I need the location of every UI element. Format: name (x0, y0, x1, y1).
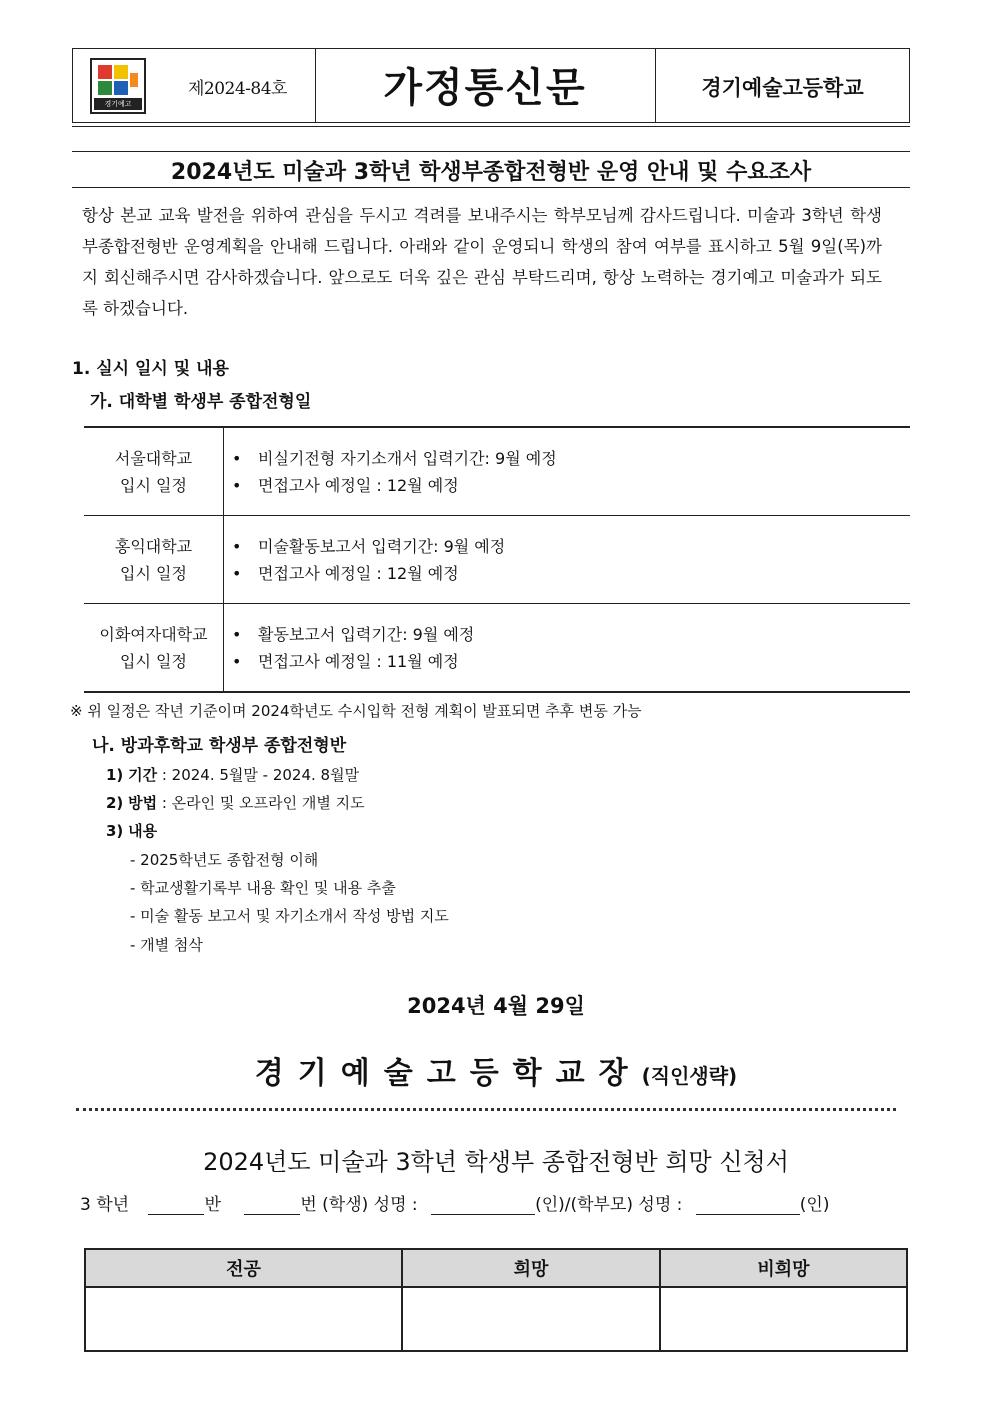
seal-label: (인) (799, 1195, 830, 1215)
header-bottom-rule (72, 122, 910, 123)
bullet: • (232, 448, 242, 468)
bullet: • (232, 624, 242, 644)
class-field[interactable] (148, 1196, 204, 1215)
newsletter-name: 가정통신문 (383, 64, 587, 111)
item-key: 방법 (128, 794, 158, 812)
method-line (106, 792, 365, 813)
univ-name: 서울대학교 (114, 448, 193, 468)
student-name-field[interactable] (431, 1196, 535, 1215)
bullet: • (232, 563, 242, 583)
list-item (232, 472, 909, 499)
major-cell[interactable] (85, 1287, 402, 1351)
univ-cell (84, 516, 224, 604)
school-name: 경기예술고등학교 (701, 76, 864, 100)
student-name-label: 번 (학생) 성명 : (300, 1195, 418, 1215)
column-header-major: 전공 (85, 1249, 402, 1287)
item-number: 2) (106, 794, 124, 812)
univ-cell (84, 604, 224, 693)
issue-date: 2024년 4월 29일 (407, 994, 585, 1018)
univ-label: 입시 일정 (120, 651, 187, 671)
principal-signature (0, 1048, 992, 1092)
table-header-row (85, 1249, 907, 1287)
item-text: 활동보고서 입력기간: 9월 예정 (258, 624, 475, 644)
item-text: 면접고사 예정일 : 12월 예정 (258, 563, 459, 583)
bullet: • (232, 651, 242, 671)
column-header-no: 비희망 (660, 1249, 907, 1287)
no-cell[interactable] (660, 1287, 907, 1351)
list-item (232, 445, 909, 472)
table-row (84, 604, 910, 693)
class-label: 반 (204, 1195, 221, 1215)
list-item (232, 533, 909, 560)
yes-cell[interactable] (402, 1287, 660, 1351)
survey-table (84, 1248, 908, 1352)
content-item: - 학교생활기록부 내용 확인 및 내용 추출 (130, 879, 396, 897)
bullet: • (232, 475, 242, 495)
list-item (232, 648, 909, 675)
item-number: 1) (106, 766, 124, 784)
section-heading: 1. 실시 일시 및 내용 (72, 359, 229, 379)
header-divider (72, 49, 73, 122)
bullet: • (232, 536, 242, 556)
item-number: 3) (106, 822, 124, 840)
column-header-yes: 희망 (402, 1249, 660, 1287)
logo-caption: 경기예고 (94, 98, 142, 110)
content-item: - 개별 첨삭 (130, 936, 203, 954)
parent-name-label: (인)/(학부모) 성명 : (535, 1195, 683, 1215)
item-value: : 2024. 5월말 - 2024. 8월말 (157, 766, 360, 784)
seal-note: (직인생략) (641, 1064, 738, 1088)
item-text: 면접고사 예정일 : 12월 예정 (258, 475, 459, 495)
list-item (232, 621, 909, 648)
document-title: 2024년도 미술과 3학년 학생부종합전형반 운영 안내 및 수요조사 (170, 160, 812, 185)
schedule-items (224, 427, 911, 516)
applicant-line (80, 1190, 829, 1215)
schedule-items (224, 604, 911, 693)
intro-paragraph: 항상 본교 교육 발전을 위하여 관심을 두시고 격려를 보내주시는 학부모님께 감사드립니다. 미술과 3학년 학생부종합전형반 운영계획을 안내해 드립니다. 아래와 같이 운영되니 학생의 참여 여부를 표시하고 5월 9일(목)까지 회신해주시면 감사하겠습니다. 앞으로도 더욱 깊은 관심 부탁드리며, 항상 노력하는 경기예고 미술과가 되도록 하겠습니다. (82, 206, 882, 318)
cut-line (76, 1108, 896, 1111)
item-text: 비실기전형 자기소개서 입력기간: 9월 예정 (258, 448, 557, 468)
principal-title: 경기예술고등학교장 (254, 1056, 642, 1091)
title-bottom-rule (72, 187, 910, 188)
schedule-items (224, 516, 911, 604)
number-field[interactable] (244, 1196, 300, 1215)
item-key: 기간 (128, 766, 158, 784)
univ-label: 입시 일정 (120, 475, 187, 495)
content-line (106, 820, 157, 841)
item-key: 내용 (128, 822, 158, 840)
univ-name: 이화여자대학교 (99, 624, 208, 644)
subsection-heading-b: 나. 방과후학교 학생부 종합전형반 (92, 736, 347, 756)
header-top-rule (72, 48, 910, 49)
table-row (85, 1287, 907, 1351)
parent-name-field[interactable] (696, 1196, 800, 1215)
issue-number: 제2024-84호 (188, 79, 287, 99)
schedule-table (84, 426, 910, 693)
table-row (84, 516, 910, 604)
period-line (106, 764, 359, 785)
schedule-note: ※ 위 일정은 작년 기준이며 2024학년도 수시입학 전형 계획이 발표되면 추후 변동 가능 (70, 702, 642, 720)
subsection-heading-a: 가. 대학별 학생부 종합전형일 (90, 392, 312, 412)
form-title: 2024년도 미술과 3학년 학생부 종합전형반 희망 신청서 (203, 1148, 789, 1176)
list-item (232, 560, 909, 587)
grade-label: 3 학년 (80, 1195, 130, 1215)
content-item: - 미술 활동 보고서 및 자기소개서 작성 방법 지도 (130, 907, 449, 925)
school-logo (90, 58, 146, 114)
item-value: : 온라인 및 오프라인 개별 지도 (157, 794, 365, 812)
title-top-rule (72, 151, 910, 152)
header-bottom-rule-2 (72, 126, 910, 127)
univ-label: 입시 일정 (120, 563, 187, 583)
content-item: - 2025학년도 종합전형 이해 (130, 851, 319, 869)
item-text: 미술활동보고서 입력기간: 9월 예정 (258, 536, 506, 556)
table-row (84, 427, 910, 516)
univ-name: 홍익대학교 (114, 536, 193, 556)
univ-cell (84, 427, 224, 516)
item-text: 면접고사 예정일 : 11월 예정 (258, 651, 459, 671)
